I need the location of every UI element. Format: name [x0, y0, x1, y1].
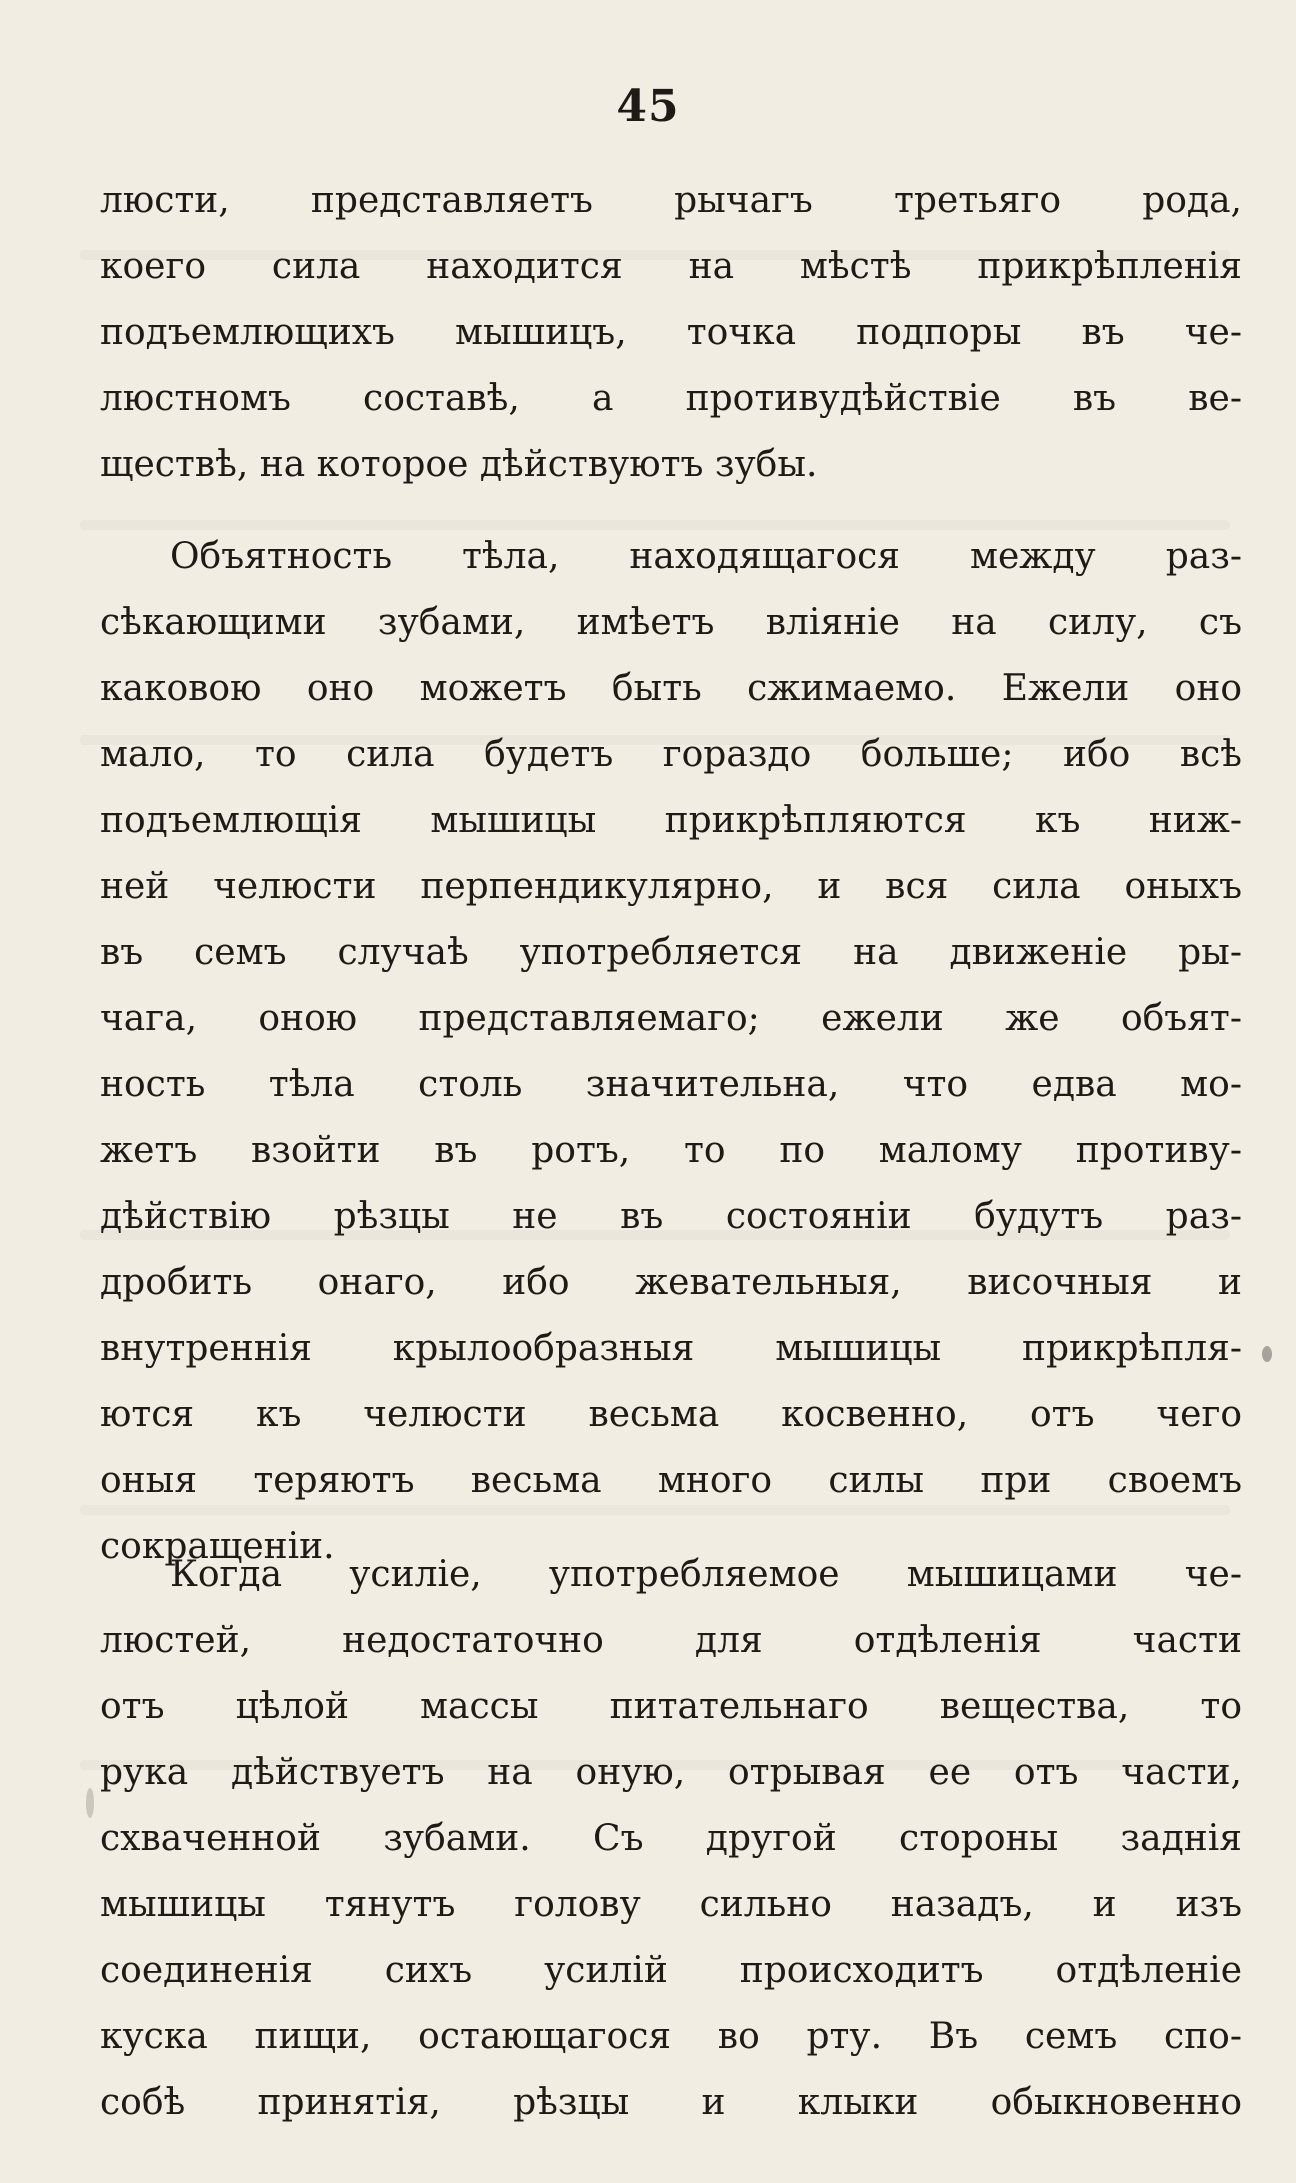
text-line: дробить онаго, ибо жевательныя, височныя и [100, 1262, 1242, 1303]
text-line: люстей, недостаточно для отдѣленія части [100, 1620, 1242, 1661]
ink-speck [1262, 1346, 1272, 1362]
page-number: 45 [616, 81, 680, 132]
text-line: схваченной зубами. Съ другой стороны заднія [100, 1818, 1242, 1859]
text-line: Объятность тѣла, находящагося между раз- [170, 536, 1242, 577]
text-line: ются къ челюсти весьма косвенно, отъ чего [100, 1394, 1242, 1435]
text-line: ней челюсти перпендикулярно, и вся сила оныхъ [100, 866, 1242, 907]
text-line: ществѣ, на которое дѣйствуютъ зубы. [100, 444, 818, 485]
text-line: соединенія сихъ усилій происходитъ отдѣленіе [100, 1950, 1242, 1991]
ink-speck [86, 1788, 94, 1818]
text-line: куска пищи, остающагося во рту. Въ семъ спо- [100, 2016, 1242, 2057]
paragraph-3 [100, 1542, 1242, 2136]
text-line: въ семъ случаѣ употребляется на движеніе ры- [100, 932, 1242, 973]
text-line: отъ цѣлой массы питательнаго вещества, то [100, 1686, 1242, 1727]
paragraph-1 [100, 168, 1242, 498]
text-line: подъемлющихъ мышицъ, точка подпоры въ че- [100, 312, 1242, 353]
text-line: мало, то сила будетъ гораздо больше; ибо всѣ [100, 734, 1242, 775]
text-line: люстномъ составѣ, а противудѣйствіе въ ве- [100, 378, 1242, 419]
text-line: дѣйствію рѣзцы не въ состояніи будутъ раз- [100, 1196, 1242, 1237]
text-line: ность тѣла столь значительна, что едва мо- [100, 1064, 1242, 1105]
text-line: чага, оною представляемаго; ежели же объят- [100, 998, 1242, 1039]
text-line: Когда усиліе, употребляемое мышицами че- [170, 1554, 1242, 1595]
text-line: сѣкающими зубами, имѣетъ вліяніе на силу, съ [100, 602, 1242, 643]
text-line: оныя теряютъ весьма много силы при своемъ [100, 1460, 1242, 1501]
text-line: каковою оно можетъ быть сжимаемо. Ежели оно [100, 668, 1242, 709]
text-line: подъемлющія мышицы прикрѣпляются къ ниж- [100, 800, 1242, 841]
text-line: сокращеніи. [100, 1526, 335, 1567]
text-line: жетъ взойти въ ротъ, то по малому противу- [100, 1130, 1242, 1171]
text-line: собѣ принятія, рѣзцы и клыки обыкновенно [100, 2082, 1242, 2123]
text-line: коего сила находится на мѣстѣ прикрѣпленія [100, 246, 1242, 287]
paragraph-2 [100, 524, 1242, 1580]
text-line: мышицы тянутъ голову сильно назадъ, и изъ [100, 1884, 1242, 1925]
text-line: внутреннія крылообразныя мышицы прикрѣпля- [100, 1328, 1242, 1369]
text-line: люсти, представляетъ рычагъ третьяго рода, [100, 180, 1242, 221]
text-line: рука дѣйствуетъ на оную, отрывая ее отъ части, [100, 1752, 1242, 1793]
